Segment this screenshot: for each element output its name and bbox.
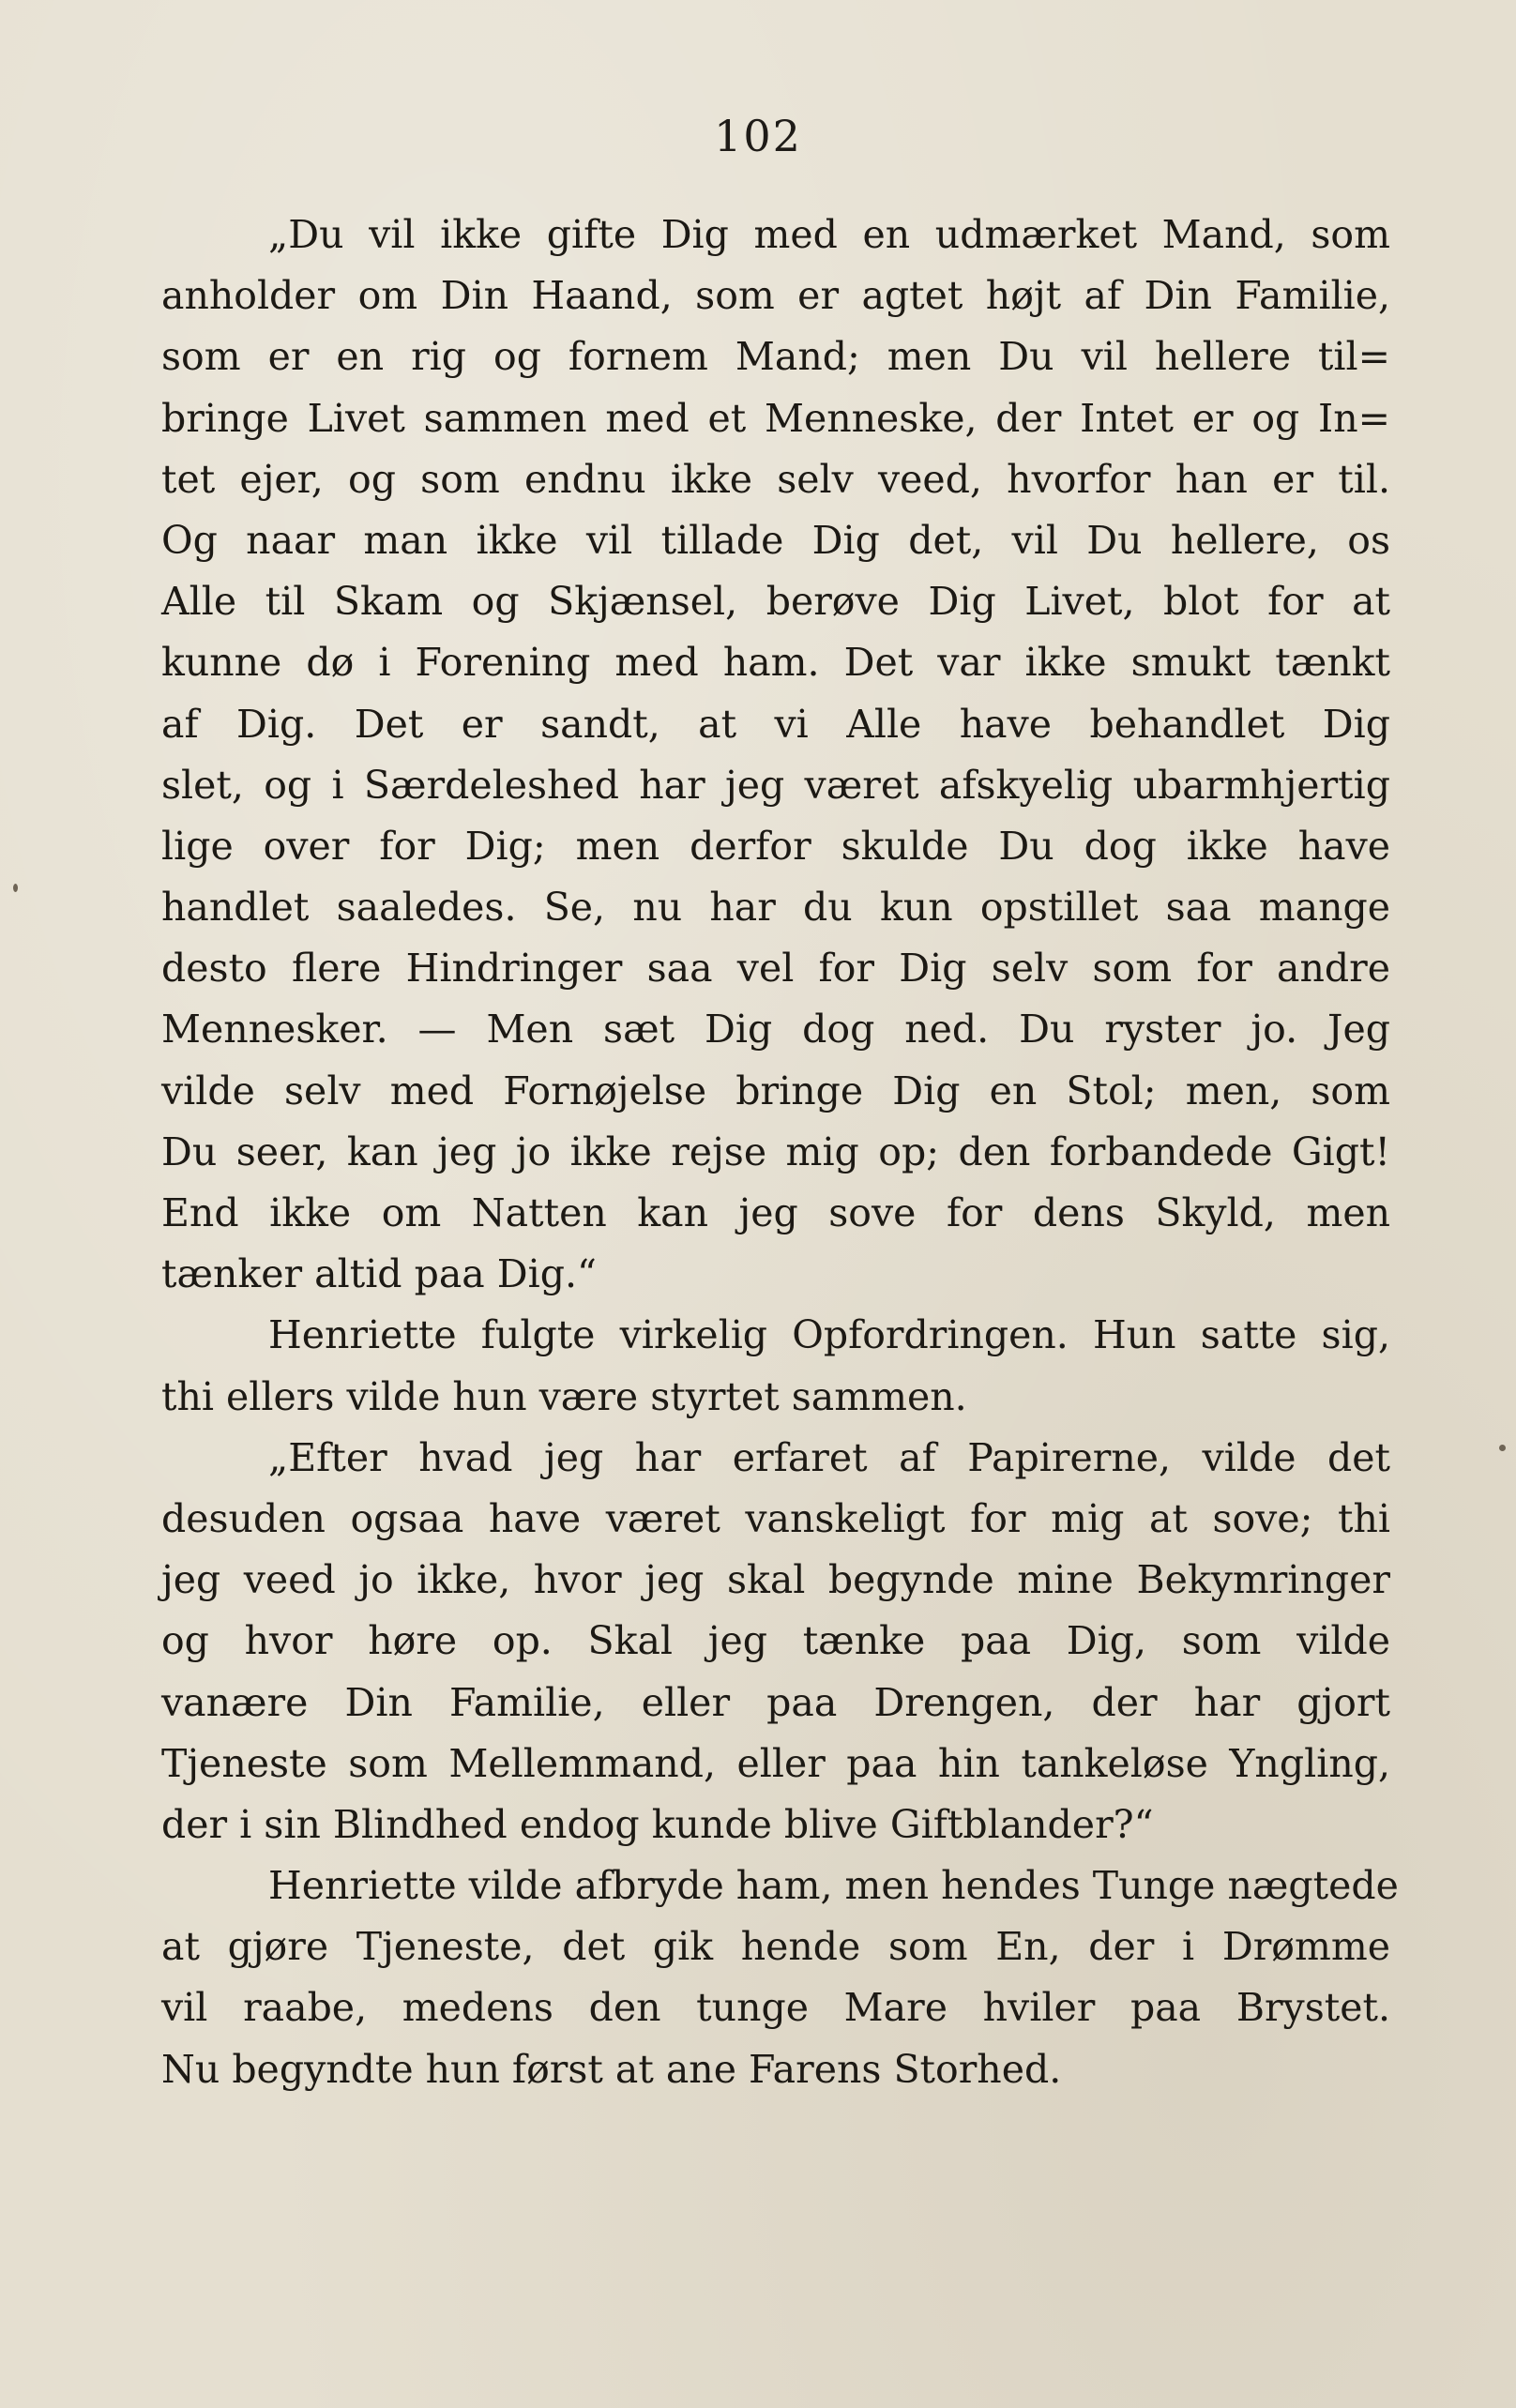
body-text: [161, 204, 1399, 2100]
text-line: vil raabe, medens den tunge Mare hviler paa Brystet.: [161, 1985, 1390, 2031]
text-line: som er en rig og fornem Mand; men Du vil hellere til=: [161, 334, 1390, 380]
text-line: Tjeneste som Mellemmand, eller paa hin tankeløse Yngling,: [161, 1740, 1390, 1786]
text-line: Henriette vilde afbryde ham, men hendes Tunge nægtede: [268, 1863, 1399, 1909]
page-number: 102: [714, 111, 802, 161]
text-line: bringe Livet sammen med et Menneske, der Intet er og In=: [161, 395, 1390, 441]
text-line: vilde selv med Fornøjelse bringe Dig en Stol; men, som: [161, 1068, 1390, 1113]
text-line: slet, og i Særdeleshed har jeg været afskyelig ubarmhjertig: [161, 762, 1390, 808]
text-line: tænker altid paa Dig.“: [161, 1251, 597, 1297]
text-line: desuden ogsaa have været vanskeligt for mig at sove; thi: [161, 1495, 1390, 1541]
text-line: vanære Din Familie, eller paa Drengen, der har gjort: [161, 1679, 1390, 1725]
text-line: at gjøre Tjeneste, det gik hende som En, der i Drømme: [161, 1924, 1390, 1970]
text-line: Alle til Skam og Skjænsel, berøve Dig Livet, blot for at: [161, 579, 1390, 625]
text-line: Og naar man ikke vil tillade Dig det, vil Du hellere, os: [161, 517, 1390, 563]
text-line: og hvor høre op. Skal jeg tænke paa Dig, som vilde: [161, 1618, 1390, 1664]
text-line: Nu begyndte hun først at ane Farens Storhed.: [161, 2046, 1062, 2092]
text-line: tet ejer, og som endnu ikke selv veed, hvorfor han er til.: [161, 456, 1390, 502]
text-line: Du seer, kan jeg jo ikke rejse mig op; den forbandede Gigt!: [161, 1128, 1390, 1174]
text-line: thi ellers vilde hun være styrtet sammen.: [161, 1373, 967, 1419]
text-line: lige over for Dig; men derfor skulde Du dog ikke have: [161, 823, 1390, 869]
text-line: Mennesker. — Men sæt Dig dog ned. Du ryster jo. Jeg: [161, 1007, 1390, 1053]
text-line: handlet saaledes. Se, nu har du kun opstillet saa mange: [161, 885, 1390, 931]
paper-speck: [1499, 1445, 1506, 1451]
text-line: desto flere Hindringer saa vel for Dig selv som for andre: [161, 946, 1390, 992]
text-line: Henriette fulgte virkelig Opfordringen. Hun satte sig,: [268, 1312, 1390, 1358]
text-line: der i sin Blindhed endog kunde blive Giftblander?“: [161, 1801, 1154, 1847]
text-line: jeg veed jo ikke, hvor jeg skal begynde mine Bekymringer: [161, 1557, 1390, 1603]
text-line: anholder om Din Haand, som er agtet højt af Din Familie,: [161, 273, 1390, 319]
paper-speck: [13, 884, 18, 892]
text-line: „Du vil ikke gifte Dig med en udmærket Mand, som: [268, 212, 1390, 257]
text-line: „Efter hvad jeg har erfaret af Papirerne, vilde det: [268, 1434, 1390, 1480]
text-line: kunne dø i Forening med ham. Det var ikke smukt tænkt: [161, 640, 1390, 686]
text-line: af Dig. Det er sandt, at vi Alle have behandlet Dig: [161, 701, 1390, 747]
text-line: End ikke om Natten kan jeg sove for dens Skyld, men: [161, 1190, 1390, 1235]
